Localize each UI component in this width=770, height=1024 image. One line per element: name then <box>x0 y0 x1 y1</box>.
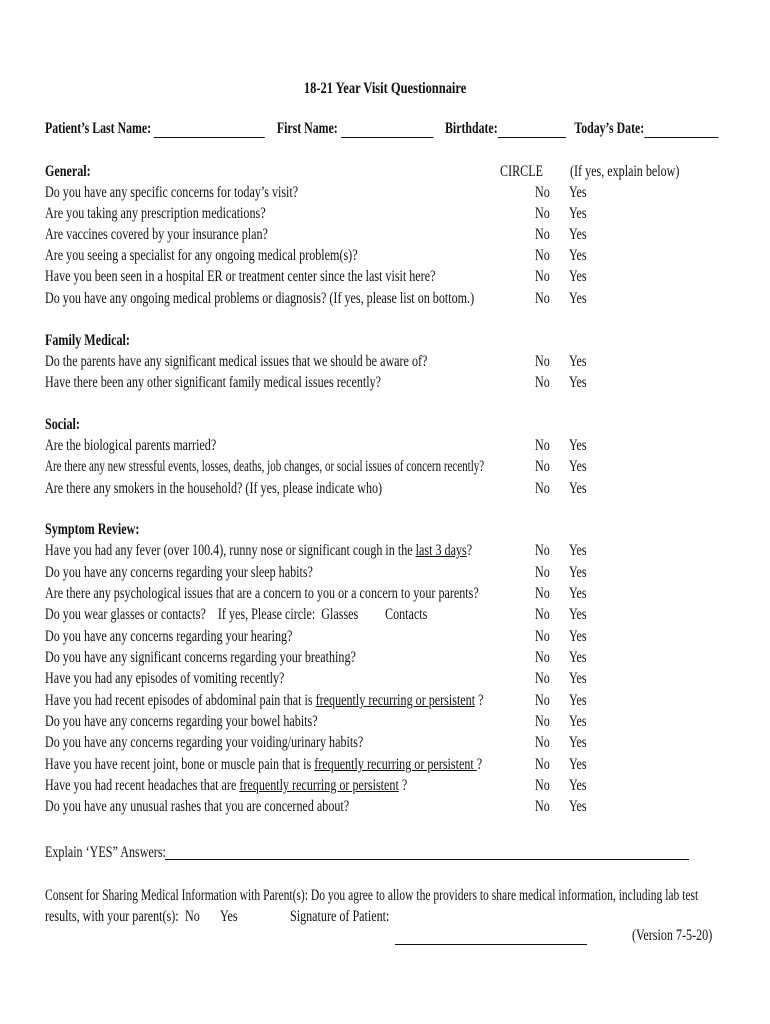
first-name-label: First Name: <box>276 120 338 137</box>
question-text: Have you had recent episodes of abdominal pain that is frequently recurring or persistent ? <box>45 692 484 709</box>
yes-option[interactable]: Yes <box>569 353 587 370</box>
no-option[interactable]: No <box>535 777 550 794</box>
no-option[interactable]: No <box>535 374 550 391</box>
todays-date-label: Today’s Date: <box>574 120 645 137</box>
no-option[interactable]: No <box>535 670 550 687</box>
no-option[interactable]: No <box>535 542 550 559</box>
question-text: Have you had recent headaches that are frequently recurring or persistent ? <box>45 777 408 794</box>
question-text: Are there any psychological issues that are a concern to you or a concern to your parents? <box>45 585 479 602</box>
question-text: Are you taking any prescription medications? <box>45 205 266 222</box>
question-text: Do you have any significant concerns regarding your breathing? <box>45 649 356 666</box>
yes-option[interactable]: Yes <box>569 713 587 730</box>
consent-no-option[interactable]: No <box>185 908 200 925</box>
no-option[interactable]: No <box>535 437 550 454</box>
question-text: Do the parents have any significant medical issues that we should be aware of? <box>45 353 428 370</box>
section-heading-symptom: Symptom Review: <box>45 521 140 538</box>
question-text: Are there any smokers in the household? (If yes, please indicate who) <box>45 480 383 497</box>
yes-option[interactable]: Yes <box>569 585 587 602</box>
todays-date-field[interactable] <box>644 121 718 138</box>
birthdate-field[interactable] <box>498 121 566 138</box>
no-option[interactable]: No <box>535 480 550 497</box>
no-option[interactable]: No <box>535 458 550 475</box>
yes-option[interactable]: Yes <box>569 268 587 285</box>
first-name-field[interactable] <box>341 121 434 138</box>
yes-option[interactable]: Yes <box>569 628 587 645</box>
yes-option[interactable]: Yes <box>569 798 587 815</box>
question-text: Have you have recent joint, bone or muscle pain that is frequently recurring or persistent ? <box>45 756 483 773</box>
yes-option[interactable]: Yes <box>569 290 587 307</box>
version-label: (Version 7-5-20) <box>632 927 713 944</box>
no-option[interactable]: No <box>535 564 550 581</box>
explain-yes-field[interactable] <box>165 859 689 860</box>
yes-option[interactable]: Yes <box>569 247 587 264</box>
no-option[interactable]: No <box>535 798 550 815</box>
yes-option[interactable]: Yes <box>569 777 587 794</box>
no-option[interactable]: No <box>535 713 550 730</box>
yes-option[interactable]: Yes <box>569 458 587 475</box>
no-option[interactable]: No <box>535 585 550 602</box>
yes-option[interactable]: Yes <box>569 756 587 773</box>
no-option[interactable]: No <box>535 628 550 645</box>
yes-option[interactable]: Yes <box>569 226 587 243</box>
explain-yes-row <box>45 843 200 863</box>
yes-option[interactable]: Yes <box>569 670 587 687</box>
no-option[interactable]: No <box>535 606 550 623</box>
section-heading-social: Social: <box>45 416 80 433</box>
yes-option[interactable]: Yes <box>569 184 587 201</box>
consent-yes-option[interactable]: Yes <box>220 908 238 925</box>
question-text: Have there been any other significant family medical issues recently? <box>45 374 382 391</box>
question-text: Have you been seen in a hospital ER or treatment center since the last visit here? <box>45 268 436 285</box>
contacts-option[interactable]: Contacts <box>385 606 428 623</box>
no-option[interactable]: No <box>535 205 550 222</box>
no-option[interactable]: No <box>535 756 550 773</box>
question-text: Are the biological parents married? <box>45 437 217 454</box>
yes-option[interactable]: Yes <box>569 692 587 709</box>
section-heading-family: Family Medical: <box>45 332 130 349</box>
question-text: Are there any new stressful events, losses, deaths, job changes, or social issues of concern recently? <box>45 458 485 475</box>
consent-line-2 <box>45 906 770 927</box>
yes-option[interactable]: Yes <box>569 437 587 454</box>
yes-option[interactable]: Yes <box>569 374 587 391</box>
last-name-label: Patient’s Last Name: <box>45 120 152 137</box>
last-name-field[interactable] <box>154 121 265 138</box>
yes-option[interactable]: Yes <box>569 542 587 559</box>
section-heading-general: General: <box>45 163 91 180</box>
question-text: Are vaccines covered by your insurance plan? <box>45 226 268 243</box>
question-text: Do you have any unusual rashes that you are concerned about? <box>45 798 350 815</box>
no-option[interactable]: No <box>535 649 550 666</box>
explain-yes-label: Explain ‘YES” Answers: <box>45 844 166 861</box>
yes-option[interactable]: Yes <box>569 606 587 623</box>
question-text: Do you have any ongoing medical problems or diagnosis? (If yes, please list on bottom.) <box>45 290 475 307</box>
form-title: 18-21 Year Visit Questionnaire <box>303 80 467 97</box>
question-text: Do you have any concerns regarding your bowel habits? <box>45 713 318 730</box>
yes-option[interactable]: Yes <box>569 734 587 751</box>
patient-info-row <box>45 120 745 140</box>
consent-section <box>45 885 770 927</box>
no-option[interactable]: No <box>535 184 550 201</box>
consent-line-1: Consent for Sharing Medical Information with Parent(s): Do you agree to allow the providers to share medical information, including lab test <box>45 887 699 904</box>
circle-header: CIRCLE <box>500 163 543 180</box>
question-text: Do you have any specific concerns for today’s visit? <box>45 184 299 201</box>
consent-question: results, with your parent(s): <box>45 908 179 925</box>
yes-option[interactable]: Yes <box>569 564 587 581</box>
explain-header: (If yes, explain below) <box>570 163 680 180</box>
yes-option[interactable]: Yes <box>569 649 587 666</box>
question-text: Do you have any concerns regarding your voiding/urinary habits? <box>45 734 364 751</box>
question-text: Do you wear glasses or contacts? If yes, Please circle: Glasses <box>45 606 359 623</box>
no-option[interactable]: No <box>535 353 550 370</box>
yes-option[interactable]: Yes <box>569 480 587 497</box>
question-text: Do you have any concerns regarding your sleep habits? <box>45 564 313 581</box>
question-text: Have you had any fever (over 100.4), runny nose or significant cough in the last 3 days? <box>45 542 473 559</box>
signature-field[interactable] <box>395 944 587 945</box>
no-option[interactable]: No <box>535 226 550 243</box>
yes-option[interactable]: Yes <box>569 205 587 222</box>
question-text: Are you seeing a specialist for any ongoing medical problem(s)? <box>45 247 358 264</box>
no-option[interactable]: No <box>535 692 550 709</box>
no-option[interactable]: No <box>535 290 550 307</box>
no-option[interactable]: No <box>535 247 550 264</box>
birthdate-label: Birthdate: <box>445 120 498 137</box>
signature-label: Signature of Patient: <box>290 908 390 925</box>
no-option[interactable]: No <box>535 734 550 751</box>
question-text: Do you have any concerns regarding your hearing? <box>45 628 293 645</box>
question-text: Have you had any episodes of vomiting recently? <box>45 670 285 687</box>
no-option[interactable]: No <box>535 268 550 285</box>
